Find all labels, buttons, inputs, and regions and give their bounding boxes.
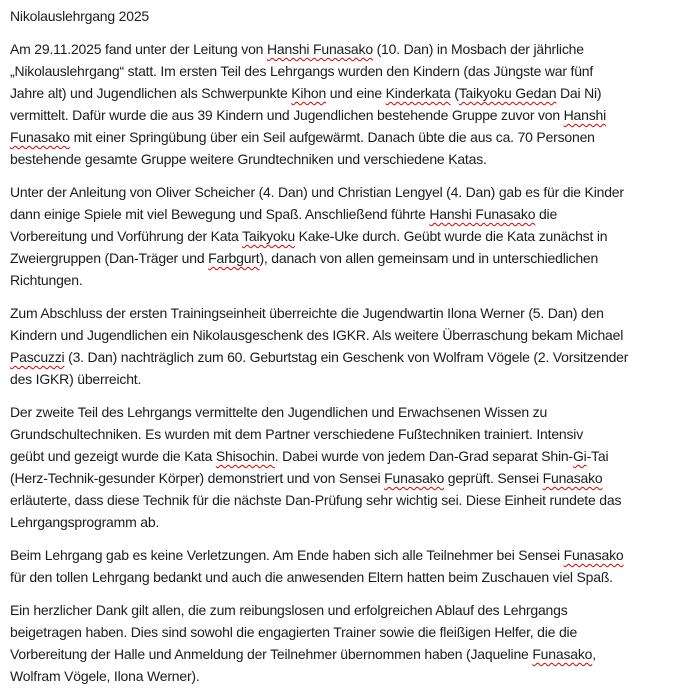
text-run: Kake-Uke durch. Geübt wurde die Kata zunächst in [294,228,608,244]
text-run: beigetragen haben. Dies sind sowohl die engagierten Trainer sowie die fleißigen Helfer, die die [10,624,578,640]
text-run: des IGKR) überreicht. [10,371,142,387]
text-line [10,599,687,621]
text-run: (10. Dan) in Mosbach der jährliche [372,41,584,57]
misspelled-word: Funasako [532,646,593,662]
text-run: Der zweite Teil des Lehrgangs vermittelte den Jugendlichen und Erwachsenen Wissen zu [10,404,548,420]
misspelled-word: Funasako [542,470,603,486]
text-run: „Nikolauslehrgang“ statt. Im ersten Teil des Lehrgangs wurden den Kindern (das Jüngste war fünf [10,63,594,79]
text-run: (Herz-Technik-gesunder Körper) demonstriert und von Sensei [10,470,385,486]
text-run: für den tollen Lehrgang bedankt und auch die anwesenden Eltern hatten beim Zuschauen viel Spaß. [10,569,613,585]
text-run: Zum Abschluss der ersten Trainingseinheit überreichte die Jugendwartin Ilona Werner (5. Dan) den [10,305,604,321]
misspelled-word: Kinderkata [385,85,451,101]
misspelled-word: Hanshi Funasako [266,41,373,57]
paragraph [10,401,687,533]
text-run: und eine [326,85,386,101]
text-run: Richtungen. [10,272,83,288]
paragraph [10,544,687,588]
text-run: mit einer Springübung über ein Seil aufgewärmt. Danach übte die aus ca. 70 Personen [69,129,595,145]
text-line [10,467,687,489]
paragraph [10,181,687,291]
text-run: Kindern und Jugendlichen ein Nikolausgeschenk des IGKR. Als weitere Überraschung bekam Michael [10,327,624,343]
text-line [10,302,687,324]
text-run: vermittelt. Dafür wurde die aus 39 Kindern und Jugendlichen bestehende Gruppe zuvor von [10,107,564,123]
misspelled-word: Taikyoku [242,228,295,244]
text-run: Jahre alt) und Jugendlichen als Schwerpunkte [10,85,292,101]
text-run: Zweiergruppen (Dan-Träger und [10,250,209,266]
text-line [10,225,687,247]
text-line [10,82,687,104]
text-run: . Dabei wurde von jedem Dan-Grad separat Shin- [274,448,573,464]
text-run: Vorbereitung und Vorführung der Kata [10,228,243,244]
text-line [10,368,687,390]
text-line [10,38,687,60]
misspelled-word: Funasako [563,547,624,563]
text-line [10,324,687,346]
text-run: Beim Lehrgang gab es keine Verletzungen. Am Ende haben sich alle Teilnehmer bei Sensei [10,547,564,563]
misspelled-word: Farbgurt [208,250,260,266]
text-line [10,148,687,170]
text-run: geübt und gezeigt wurde die Kata [10,448,216,464]
text-line [10,489,687,511]
text-line [10,269,687,291]
text-run: Unter der Anleitung von Oliver Scheicher (4. Dan) und Christian Lengyel (4. Dan) gab es für die Kinder [10,184,624,200]
text-line [10,566,687,588]
text-run: ( [450,85,459,101]
text-line [10,181,687,203]
text-run: (3. Dan) nachträglich zum 60. Geburtstag ein Geschenk von Wolfram Vögele (2. Vorsitzender [64,349,629,365]
text-run: Lehrgangsprogramm ab. [10,514,160,530]
text-line [10,665,687,687]
text-run: ), danach von allen gemeinsam und in unterschiedlichen [259,250,599,266]
text-line [10,621,687,643]
document-body [10,38,687,687]
misspelled-word: Hanshi [563,107,607,123]
text-line [10,60,687,82]
text-run: die [535,206,558,222]
text-line [10,544,687,566]
text-run: Ein herzlicher Dank gilt allen, die zum reibungslosen und erfolgreichen Ablauf des Lehrgangs [10,602,568,618]
misspelled-word: Pascuzzi [10,349,65,365]
misspelled-word: Kihon [291,85,327,101]
text-line [10,247,687,269]
text-run: Grundschultechniken. Es wurden mit dem Partner verschiedene Fußtechniken trainiert. Intensiv [10,426,583,442]
paragraph [10,302,687,390]
text-run: geprüft. Sensei [444,470,543,486]
misspelled-word: Hanshi Funasako [429,206,536,222]
text-run: , [592,646,596,662]
page-title: Nikolauslehrgang 2025 [10,8,150,24]
text-line [10,203,687,225]
text-line [10,445,687,467]
text-line [10,423,687,445]
text-run: Am 29.11.2025 fand unter der Leitung von [10,41,267,57]
text-run: Dai Ni) [556,85,602,101]
misspelled-word: Funasako [384,470,445,486]
misspelled-word: Shisochin [215,448,275,464]
text-line [10,643,687,665]
text-line [10,511,687,533]
text-run: Vorbereitung der Halle und Anmeldung der Teilnehmer übernommen haben (Jaqueline [10,646,533,662]
paragraph [10,599,687,687]
misspelled-word: Funasako [10,129,70,145]
text-line [10,346,687,368]
text-run: Wolfram Vögele, Ilona Werner). [10,668,200,684]
text-run: bestehende gesamte Gruppe weitere Grundtechniken und verschiedene Katas. [10,151,487,167]
text-line [10,104,687,126]
text-line [10,126,687,148]
text-line [10,401,687,423]
paragraph [10,38,687,170]
text-run: -Tai [586,448,609,464]
text-run: dann einige Spiele mit viel Bewegung und Spaß. Anschließend führte [10,206,430,222]
text-run: erläuterte, dass diese Technik für die nächste Dan-Prüfung sehr wichtig sei. Diese Einheit rundete das [10,492,622,508]
title-block [10,5,687,27]
misspelled-word: Gi [572,448,587,464]
misspelled-word: Taikyoku Gedan [458,85,557,101]
